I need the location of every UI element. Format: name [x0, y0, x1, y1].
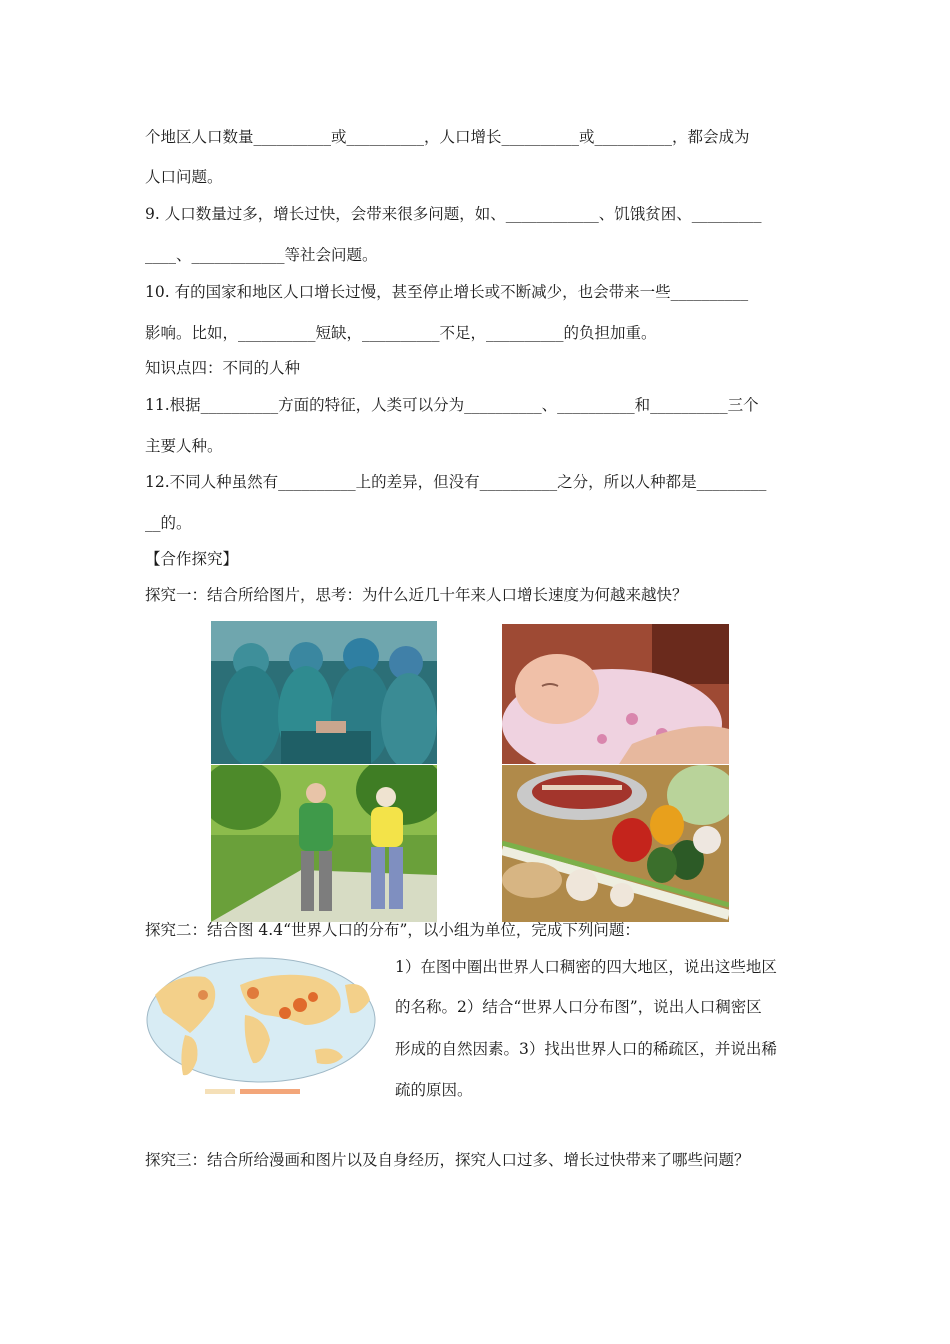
- line-8: 11.根据__________方面的特征，人类可以分为__________、__________和__________三个: [145, 396, 759, 414]
- line-3: 9. 人口数量过多，增长过快，会带来很多问题，如、____________、饥饿贫困、_________: [145, 205, 762, 223]
- line-9: 主要人种。: [145, 437, 223, 455]
- line-6: 影响。比如，__________短缺，__________不足，__________的负担加重。: [145, 324, 657, 342]
- line-5: 10. 有的国家和地区人口增长过慢，甚至停止增长或不断减少，也会带来一些__________: [145, 283, 749, 301]
- line-1: 个地区人口数量__________或__________，人口增长__________或__________，都会成为: [145, 128, 750, 146]
- surgery-photo: [211, 621, 437, 764]
- line-4: ____、____________等社会问题。: [145, 246, 378, 264]
- line-10: 12.不同人种虽然有__________上的差异，但没有__________之分，所以人种都是_________: [145, 473, 767, 491]
- line-2: 人口问题。: [145, 168, 223, 186]
- line-7: 知识点四：不同的人种: [145, 359, 301, 377]
- inquiry-2-q4: 疏的原因。: [395, 1081, 473, 1099]
- line-11: __的。: [145, 514, 192, 532]
- inquiry-2-q3: 形成的自然因素。3）找出世界人口的稀疏区，并说出稀: [395, 1040, 777, 1058]
- section-heading: 【合作探究】: [145, 550, 239, 568]
- inquiry-2: 探究二：结合图 4.4“世界人口的分布”，以小组为单位，完成下列问题：: [145, 921, 640, 939]
- baby-photo: [502, 624, 729, 764]
- inquiry-3: 探究三：结合所给漫画和图片以及自身经历，探究人口过多、增长过快带来了哪些问题？: [145, 1151, 750, 1169]
- inquiry-2-q1: 1）在图中圈出世界人口稠密的四大地区，说出这些地区: [395, 958, 777, 976]
- world-population-map: [145, 955, 377, 1105]
- inquiry-1: 探究一：结合所给图片，思考：为什么近几十年来人口增长速度为何越来越快？: [145, 586, 688, 604]
- food-photo: [502, 765, 729, 922]
- joggers-photo: [211, 765, 437, 922]
- inquiry-2-q2: 的名称。2）结合“世界人口分布图”，说出人口稠密区: [395, 998, 762, 1016]
